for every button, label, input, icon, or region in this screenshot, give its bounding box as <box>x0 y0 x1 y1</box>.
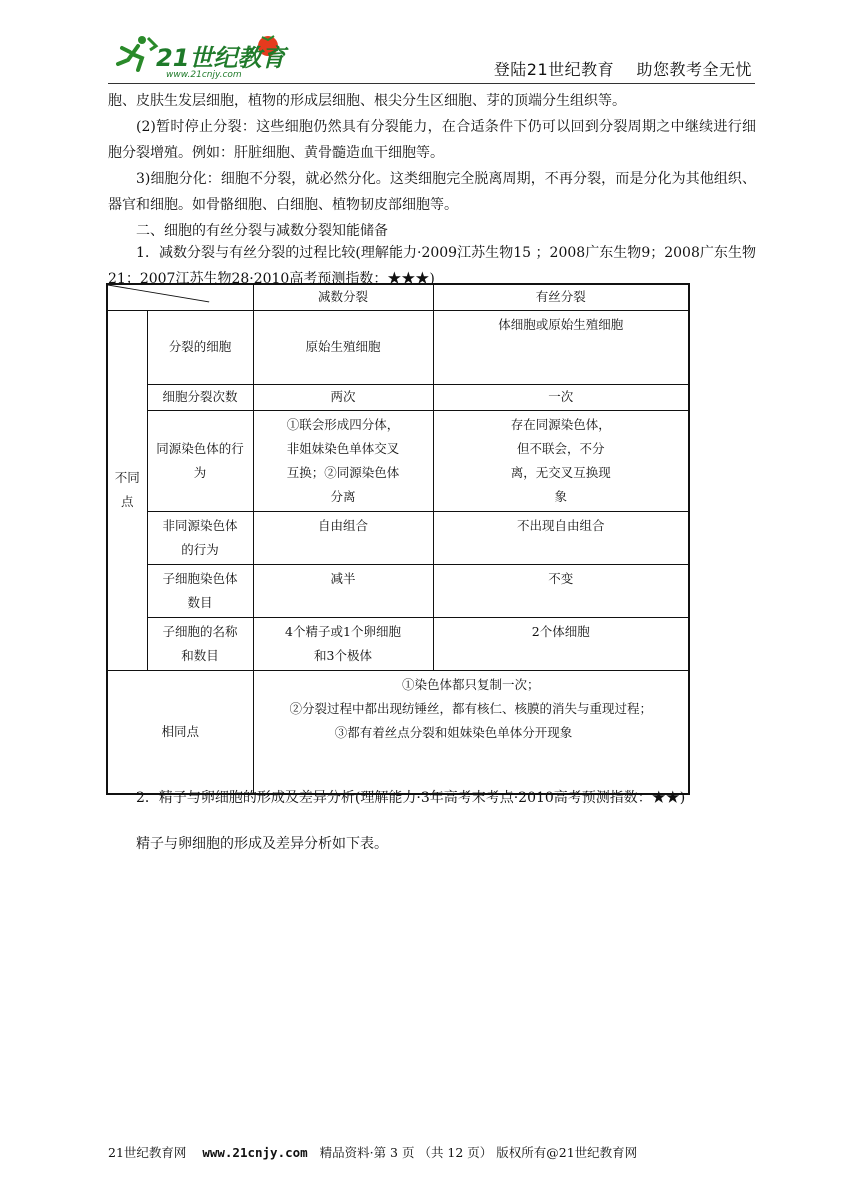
table-corner-cell <box>107 284 253 310</box>
table-cell: 减半 <box>253 564 433 617</box>
header-meiosis: 减数分裂 <box>253 284 433 310</box>
table-cell <box>433 410 689 511</box>
table-cell: 一次 <box>433 384 689 410</box>
row-label-text: 非同源染色体的行为 <box>162 517 238 557</box>
row-label-text: 子细胞的名称和数目 <box>162 623 238 663</box>
row-label <box>147 410 253 511</box>
row-label: 分裂的细胞 <box>147 310 253 384</box>
header-mitosis: 有丝分裂 <box>433 284 689 310</box>
table-cell: 原始生殖细胞 <box>253 310 433 384</box>
logo-text: 21世纪教育 <box>156 44 286 72</box>
running-figure-icon <box>118 36 156 70</box>
table-cell: 2个体细胞 <box>433 617 689 670</box>
header-divider <box>108 83 755 84</box>
row-label: 细胞分裂次数 <box>147 384 253 410</box>
footer-url[interactable]: www.21cnjy.com <box>202 1145 308 1160</box>
paragraph-cells-dividing: 胞、皮肤生发层细胞，植物的形成层细胞、根尖分生区细胞、芽的顶端分生组织等。 <box>108 93 626 109</box>
paragraph-paused-division: (2)暂时停止分裂：这些细胞仍然具有分裂能力，在合适条件下仍可以回到分裂周期之中继续进行细胞分裂增殖。例如：肝脏细胞、黄骨髓造血干细胞等。 <box>108 119 756 161</box>
table-cell: 不出现自由组合 <box>433 511 689 564</box>
similarity-item: ①染色体都只复制一次； <box>401 676 540 692</box>
comparison-table <box>106 283 690 795</box>
group-label-differences <box>107 310 147 670</box>
section-heading: 二、细胞的有丝分裂与减数分裂知能储备 <box>136 223 388 239</box>
table-cell <box>253 410 433 511</box>
row-label <box>147 564 253 617</box>
table-cell-text: 存在同源染色体，但不联会，不分离，无交叉互换现象 <box>510 416 611 504</box>
page-footer <box>108 1143 637 1161</box>
row-label-text: 同源染色体的行为 <box>156 440 244 480</box>
table-cell <box>253 617 433 670</box>
paragraph-sperm-egg-heading: 2．精子与卵细胞的形成及差异分析(理解能力·3年高考末考点·2010高考预测指数：★★) <box>136 790 686 806</box>
group-label-similarities: 相同点 <box>107 670 253 794</box>
table-cell-text: 4个精子或1个卵细胞和3个极体 <box>285 623 401 663</box>
row-label <box>147 511 253 564</box>
similarity-item: ③都有着丝点分裂和姐妹染色单体分开现象 <box>334 724 573 740</box>
table-cell: 不变 <box>433 564 689 617</box>
footer-site: 21世纪教育网 <box>108 1145 187 1160</box>
group-label-differences-text: 不同点 <box>114 470 140 509</box>
paragraph-comparison-intro: 1．减数分裂与有丝分裂的过程比较(理解能力·2009江苏生物15 ；2008广东生物9；2008广东生物21；2007江苏生物28·2010高考预测指数：★★★) <box>108 245 756 287</box>
logo-url-text: www.21cnjy.com <box>166 70 242 80</box>
row-label-text: 子细胞染色体数目 <box>162 570 238 610</box>
site-logo[interactable] <box>108 30 308 80</box>
table-cell: 体细胞或原始生殖细胞 <box>433 310 689 384</box>
paragraph-differentiation: 3)细胞分化：细胞不分裂，就必然分化。这类细胞完全脱离周期，不再分裂，而是分化为其他组织、器官和细胞。如骨骼细胞、白细胞、植物韧皮部细胞等。 <box>108 171 756 213</box>
table-cell-text: ①联会形成四分体，非姐妹染色单体交叉互换；②同源染色体分离 <box>286 416 400 504</box>
table-cell: 两次 <box>253 384 433 410</box>
row-label <box>147 617 253 670</box>
table-cell: 自由组合 <box>253 511 433 564</box>
similarities-cell <box>253 670 689 794</box>
similarity-item: ②分裂过程中都出现纺锤丝，都有核仁、核膜的消失与重现过程； <box>289 700 652 716</box>
footer-info: 精品资料·第 3 页 （共 12 页） 版权所有@21世纪教育网 <box>319 1145 638 1160</box>
paragraph-sperm-egg-intro: 精子与卵细胞的形成及差异分析如下表。 <box>136 836 388 852</box>
header-slogan: 登陆21世纪教育 助您教考全无忧 <box>493 60 752 79</box>
